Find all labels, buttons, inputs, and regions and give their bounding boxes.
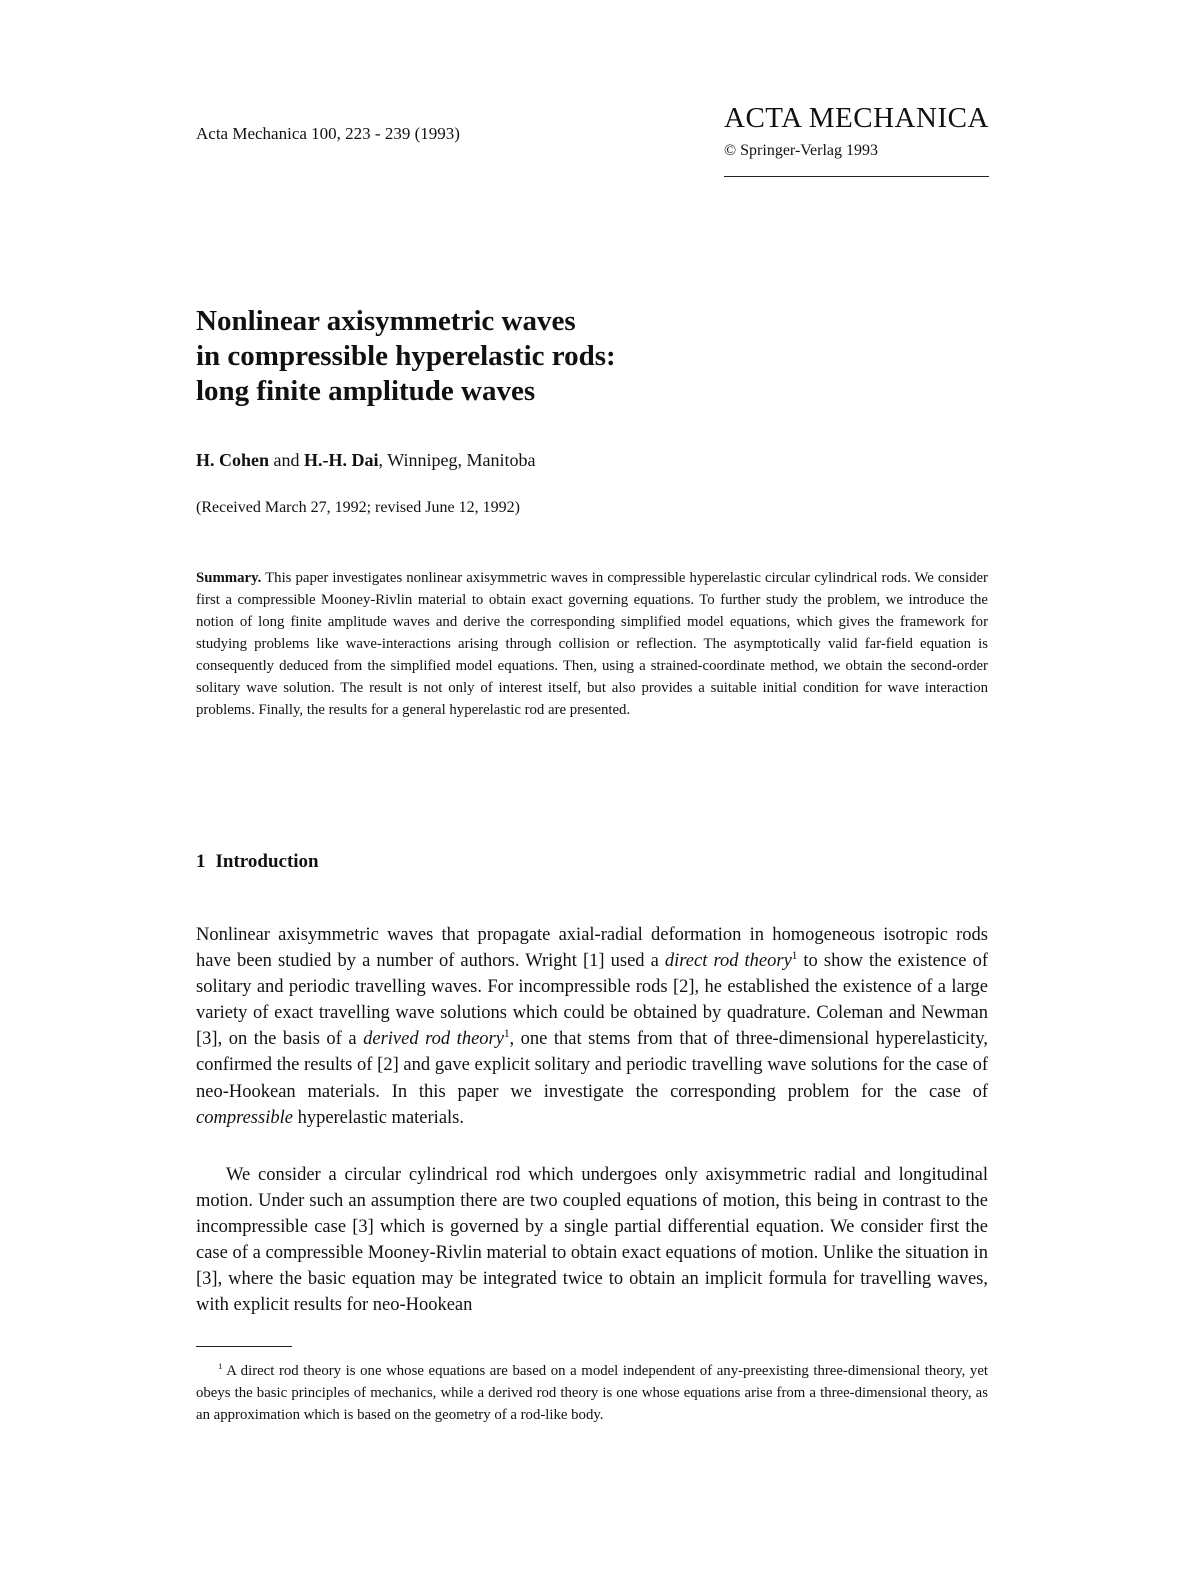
journal-masthead: [724, 100, 989, 177]
body-paragraph: We consider a circular cylindrical rod which undergoes only axisymmetric radial and longitudinal motion. Under such an assumption there are two coupled equations of motion, this being in contrast to the incompressible case [3] which is governed by a single partial differential equation. We consider first the case of a compressible Mooney-Rivlin material to obtain exact equations of motion. Unlike the situation in [3], where the basic equation may be integrated twice to obtain an implicit formula for travelling waves, with explicit results for neo-Hookean: [196, 1165, 988, 1316]
author-line: [196, 450, 535, 471]
masthead-rule: [724, 176, 989, 177]
footnote-reference[interactable]: 1: [791, 949, 798, 962]
paper-title: [196, 304, 896, 409]
paragraph-text: hyperelastic materials.: [292, 1107, 464, 1128]
emphasis-text: derived rod theory: [363, 1029, 504, 1050]
emphasis-text: direct rod theory: [664, 951, 792, 972]
summary-text: This paper investigates nonlinear axisymmetric waves in compressible hyperelastic circular cylindrical rods. We consider first a compressible Mooney-Rivlin material to obtain exact governing equations. To further study the problem, we introduce the notion of long finite amplitude waves and derive the corresponding simplified model equations, which gives the framework for studying problems like wave-interactions arising through collision or reflection. The asymptotically valid far-field equation is consequently deduced from the simplified model equations. Then, using a strained-coordinate method, we obtain the second-order solitary wave solution. The result is not only of interest itself, but also provides a suitable initial condition for wave interaction problems. Finally, the results for a general hyperelastic rod are presented.: [196, 570, 988, 718]
summary-label: Summary.: [196, 570, 262, 586]
section-heading: [196, 851, 319, 873]
journal-citation: Acta Mechanica 100, 223 - 239 (1993): [196, 124, 460, 143]
footnote: [196, 1360, 988, 1426]
section-number: 1: [196, 851, 206, 872]
author-name: H.-H. Dai: [304, 450, 379, 470]
paragraph-text: , one that stems from that of three-dimensional hyperelasticity, confirmed the results of [2] and gave explicit solitary and periodic travelling wave solutions for the case of neo-Hookean materials. In this paper we investigate the corresponding problem for the case of: [196, 1029, 988, 1102]
publisher-copyright: © Springer-Verlag 1993: [724, 142, 879, 159]
title-line: in compressible hyperelastic rods:: [196, 340, 616, 372]
footnote-text: A direct rod theory is one whose equations are based on a model independent of any-preexisting three-dimensional theory, yet obeys the basic principles of mechanics, while a derived rod theory is one whose equations arise from a three-dimensional theory, as an approximation which is based on the geometry of a rod-like body.: [196, 1363, 988, 1423]
title-line: Nonlinear axisymmetric waves: [196, 305, 576, 337]
paragraph-text: to show the existence of solitary and periodic travelling waves. For incompressible rods [2], he established the existence of a large variety of exact travelling wave solutions which could be obtained by quadrature. Coleman and Newman [3], on the basis of a: [196, 951, 988, 1050]
author-conjunction: and: [269, 450, 305, 470]
paragraph-text: Nonlinear axisymmetric waves that propagate axial-radial deformation in homogeneous isotropic rods have been studied by a number of authors. Wright [1] used a: [196, 925, 988, 972]
emphasis-text: compressible: [196, 1107, 293, 1128]
body-paragraph: [196, 922, 988, 1131]
footnote-rule: [196, 1346, 292, 1347]
title-line: long finite amplitude waves: [196, 375, 536, 407]
author-name: H. Cohen: [196, 450, 270, 470]
section-title: Introduction: [215, 851, 319, 872]
author-affiliation: , Winnipeg, Manitoba: [378, 450, 536, 470]
footnote-reference[interactable]: 1: [503, 1028, 510, 1041]
summary-abstract: [196, 567, 988, 721]
journal-name: ACTA MECHANICA: [724, 102, 989, 134]
received-dates: (Received March 27, 1992; revised June 12, 1992): [196, 499, 520, 516]
footnote-marker: 1: [218, 1361, 223, 1372]
